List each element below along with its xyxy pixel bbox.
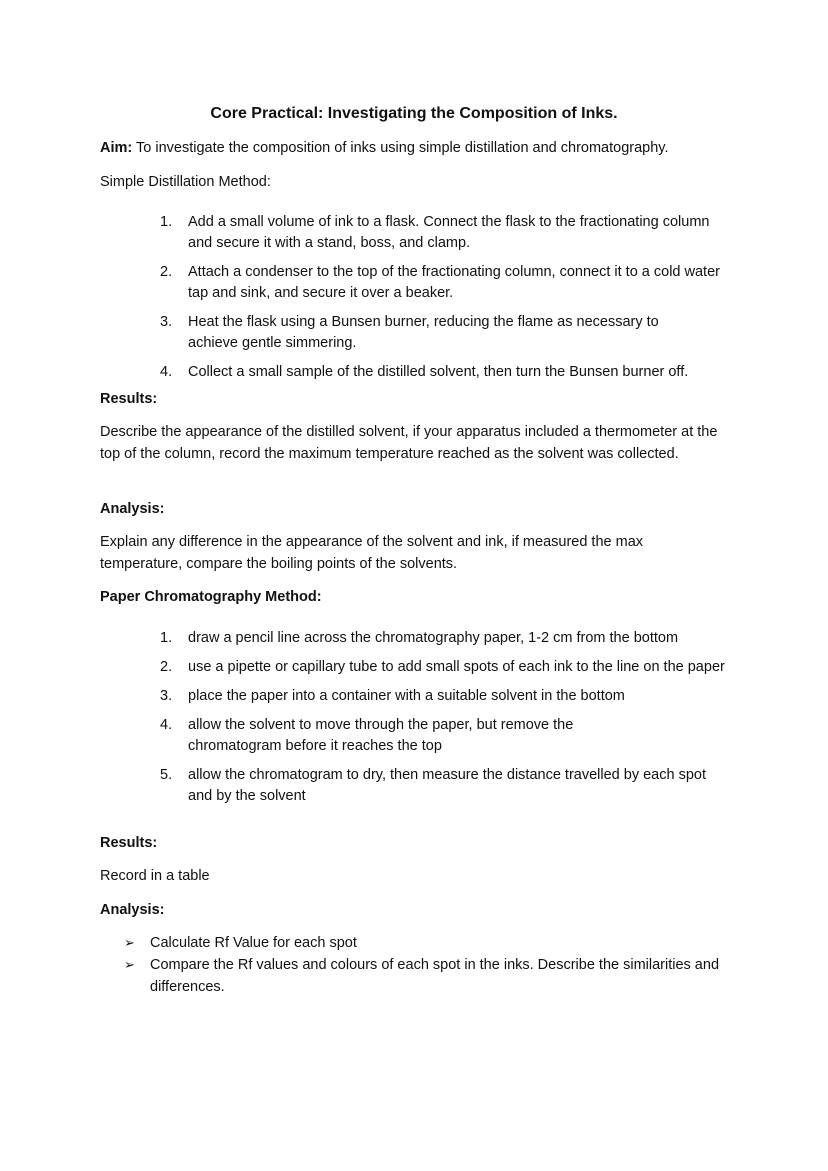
page-title: Core Practical: Investigating the Composition of Inks. xyxy=(210,105,618,122)
chromatography-analysis-label: Analysis: xyxy=(100,902,165,918)
distillation-heading: Simple Distillation Method: xyxy=(100,174,271,190)
aim-label: Aim: xyxy=(100,140,133,156)
step-number: 4. xyxy=(160,717,173,733)
step-text: Attach a condenser to the top of the fractionating column, connect it to a cold water tap and sink, and secure it over a beaker. xyxy=(188,264,720,301)
step-number: 4. xyxy=(160,364,173,380)
list-item xyxy=(160,628,730,649)
arrow-bullet-icon: ➢ xyxy=(124,935,135,950)
step-text: allow the solvent to move through the paper, but remove the chromatogram before it reaches the top xyxy=(188,717,574,754)
list-item xyxy=(160,686,730,707)
step-text: Heat the flask using a Bunsen burner, reducing the flame as necessary to achieve gentle simmering. xyxy=(188,314,659,351)
list-item xyxy=(160,657,730,678)
step-number: 1. xyxy=(160,214,173,230)
list-item xyxy=(160,362,730,383)
chromatography-results-text: Record in a table xyxy=(100,868,210,884)
step-number: 3. xyxy=(160,688,173,704)
step-number: 3. xyxy=(160,314,173,330)
distillation-analysis-label: Analysis: xyxy=(100,501,165,517)
list-item xyxy=(160,312,730,354)
distillation-results-text: Describe the appearance of the distilled solvent, if your apparatus included a thermometer at the top of the column, record the maximum temperature reached as the solvent was collected. xyxy=(100,424,718,462)
bullet-text: Calculate Rf Value for each spot xyxy=(150,935,357,951)
list-item xyxy=(160,262,730,304)
list-item xyxy=(124,932,734,954)
chromatography-analysis-bullets xyxy=(124,932,734,998)
step-number: 2. xyxy=(160,659,173,675)
chromatography-steps-list xyxy=(160,628,730,807)
distillation-analysis-text: Explain any difference in the appearance of the solvent and ink, if measured the max temperature, compare the boiling points of the solvents. xyxy=(100,534,644,572)
aim-text: To investigate the composition of inks using simple distillation and chromatography. xyxy=(132,140,669,156)
chromatography-results-label: Results: xyxy=(100,835,158,851)
list-item xyxy=(160,765,730,807)
arrow-bullet-icon: ➢ xyxy=(124,957,135,972)
step-text: use a pipette or capillary tube to add small spots of each ink to the line on the paper xyxy=(188,659,725,675)
step-text: place the paper into a container with a suitable solvent in the bottom xyxy=(188,688,625,704)
list-item xyxy=(160,212,730,254)
step-text: allow the chromatogram to dry, then measure the distance travelled by each spot and by the solvent xyxy=(188,767,706,804)
step-number: 2. xyxy=(160,264,173,280)
step-text: draw a pencil line across the chromatography paper, 1-2 cm from the bottom xyxy=(188,630,679,646)
step-text: Add a small volume of ink to a flask. Connect the flask to the fractionating column and secure it with a stand, boss, and clamp. xyxy=(188,214,710,251)
step-number: 5. xyxy=(160,767,173,783)
list-item xyxy=(160,715,730,757)
step-number: 1. xyxy=(160,630,173,646)
aim-line xyxy=(100,137,740,159)
list-item xyxy=(124,954,734,998)
step-text: Collect a small sample of the distilled solvent, then turn the Bunsen burner off. xyxy=(188,364,689,380)
chromatography-heading: Paper Chromatography Method: xyxy=(100,589,322,605)
distillation-steps-list xyxy=(160,212,730,383)
distillation-results-label: Results: xyxy=(100,391,158,407)
bullet-text: Compare the Rf values and colours of each spot in the inks. Describe the similarities and differences. xyxy=(150,957,720,995)
